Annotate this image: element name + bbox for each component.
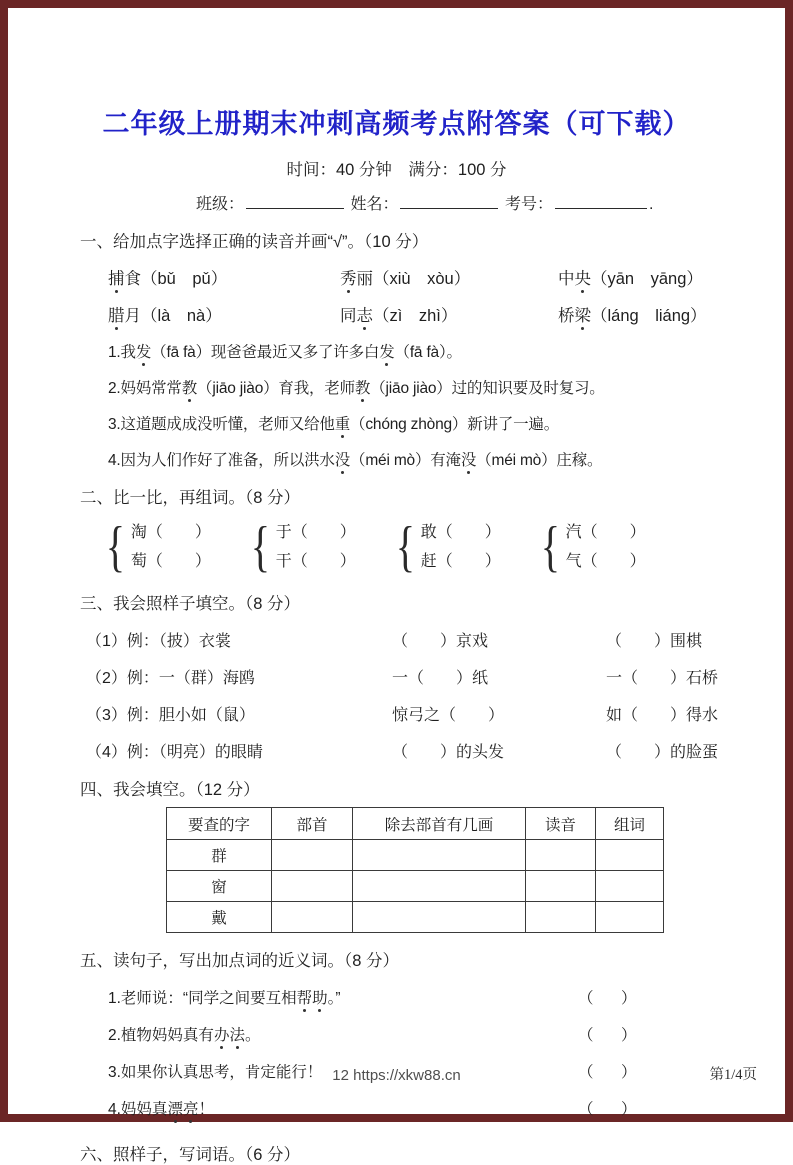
- synonym-sentence: 3.如果你认真思考，肯定能行！: [108, 1064, 323, 1081]
- empty-answer-cell: [526, 840, 596, 871]
- section-six-heading: 六、照样子，写词语。（6 分）: [80, 1146, 301, 1164]
- synonym-sentence: 1.老师说：“同学之间要互相帮助。”: [108, 990, 341, 1007]
- compare-word-bottom: 萄（ ）: [130, 553, 211, 570]
- fill-cell: （ ）的脸蛋: [606, 744, 719, 761]
- example-fill-row: [86, 628, 785, 651]
- word-item: 中央（yān yāng）: [558, 265, 703, 289]
- fill-cell: 惊弓之（ ）: [392, 707, 505, 724]
- class-blank-line: [246, 193, 344, 209]
- fill-cell: （ ）京戏: [392, 633, 489, 650]
- brace-group: [102, 518, 211, 576]
- name-label: 姓名：: [350, 196, 399, 213]
- compare-word-top: 敢（ ）: [420, 524, 501, 541]
- answer-paren: （ ）: [578, 1101, 643, 1118]
- table-row: [167, 840, 664, 871]
- char-cell: 群: [167, 840, 272, 871]
- section-one-heading: 一、给加点字选择正确的读音并画“√”。（10 分）: [80, 233, 429, 251]
- example-fill-row: [86, 665, 785, 688]
- empty-answer-cell: [272, 840, 353, 871]
- class-label: 班级：: [196, 196, 245, 213]
- brace-icon: {: [250, 516, 271, 578]
- compare-word-top: 于（ ）: [275, 524, 356, 541]
- table-header-row: [167, 808, 664, 840]
- synonym-sentence: 2.植物妈妈真有办法。: [108, 1027, 260, 1044]
- answer-paren: （ ）: [578, 1064, 643, 1081]
- word-item: 同志（zì zhì）: [340, 302, 558, 326]
- example-cell: （2）例：一（群）海鸥: [86, 670, 255, 687]
- empty-answer-cell: [596, 840, 664, 871]
- empty-answer-cell: [272, 902, 353, 933]
- line-suffix: .: [648, 196, 654, 213]
- fill-cell: 一（ ）纸: [392, 670, 489, 687]
- section-four-heading: 四、我会填空。（12 分）: [80, 781, 260, 799]
- synonym-item: [108, 1097, 728, 1119]
- table-header-cell: 组词: [596, 808, 664, 840]
- word-item: 腊月（là nà）: [108, 302, 340, 326]
- page-number: 第1/4页: [709, 1067, 757, 1083]
- name-blank-line: [400, 193, 498, 209]
- compare-word-bottom: 干（ ）: [275, 553, 356, 570]
- table-header-cell: 部首: [272, 808, 353, 840]
- example-cell: （4）例：（明亮）的眼睛: [86, 744, 263, 761]
- compare-words-row: [102, 518, 785, 576]
- empty-answer-cell: [526, 902, 596, 933]
- brace-group: [537, 518, 646, 576]
- empty-answer-cell: [353, 840, 526, 871]
- fill-cell: 如（ ）得水: [606, 707, 719, 724]
- fill-cell: （ ）围棋: [606, 633, 703, 650]
- empty-answer-cell: [526, 871, 596, 902]
- example-cell: （3）例：胆小如（鼠）: [86, 707, 255, 724]
- footer-site-text: 12 https://xkw88.cn: [332, 1067, 461, 1084]
- example-fill-row: [86, 702, 785, 725]
- brace-group: [392, 518, 501, 576]
- compare-word-top: 淘（ ）: [130, 524, 211, 541]
- fill-cell: 一（ ）石桥: [606, 670, 719, 687]
- example-fill-row: [86, 739, 785, 762]
- pinyin-word-row: [108, 302, 785, 326]
- dictionary-fill-table: [166, 807, 664, 933]
- char-cell: 戴: [167, 902, 272, 933]
- table-row: [167, 871, 664, 902]
- empty-answer-cell: [596, 871, 664, 902]
- example-cell: （1）例：（披）衣裳: [86, 633, 231, 650]
- brace-icon: {: [540, 516, 560, 578]
- answer-paren: （ ）: [578, 1027, 643, 1044]
- sentence-line: 3.这道题成成没听懂，老师又给他重（chóng zhòng）新讲了一遍。: [108, 412, 785, 434]
- student-info-line: [196, 191, 785, 214]
- fill-cell: （ ）的头发: [392, 744, 505, 761]
- brace-group: [247, 518, 356, 576]
- page-title: 二年级上册期末冲刺高频考点附答案（可下载）: [102, 109, 691, 139]
- compare-word-top: 汽（ ）: [565, 524, 646, 541]
- empty-answer-cell: [272, 871, 353, 902]
- table-row: [167, 902, 664, 933]
- synonym-item: [108, 1023, 728, 1045]
- char-cell: 窗: [167, 871, 272, 902]
- pinyin-word-row: [108, 265, 785, 289]
- section-three-heading: 三、我会照样子填空。（8 分）: [80, 595, 301, 613]
- empty-answer-cell: [353, 902, 526, 933]
- exam-no-blank-line: [555, 193, 647, 209]
- section-five-heading: 五、读句子，写出加点词的近义词。（8 分）: [80, 952, 400, 970]
- table-header-cell: 除去部首有几画: [353, 808, 526, 840]
- word-item: 秀丽（xiù xòu）: [340, 265, 558, 289]
- synonym-sentence: 4.妈妈真漂亮！: [108, 1101, 214, 1118]
- brace-icon: {: [105, 516, 126, 578]
- sentence-line: 2.妈妈常常教（jiāo jiào）育我，老师教（jiāo jiào）过的知识要及时复习。: [108, 376, 785, 398]
- table-header-cell: 读音: [526, 808, 596, 840]
- word-item: 捕食（bǔ pǔ）: [108, 265, 340, 289]
- compare-word-bottom: 气（ ）: [565, 553, 646, 570]
- word-item: 桥梁（láng liáng）: [558, 302, 707, 326]
- answer-paren: （ ）: [578, 990, 643, 1007]
- sentence-line: 1.我发（fā fà）现爸爸最近又多了许多白发（fā fà）。: [108, 340, 785, 362]
- compare-word-bottom: 赶（ ）: [420, 553, 501, 570]
- section-two-heading: 二、比一比，再组词。（8 分）: [80, 489, 301, 507]
- exam-no-label: 考号：: [504, 196, 553, 213]
- empty-answer-cell: [596, 902, 664, 933]
- synonym-item: [108, 986, 728, 1008]
- empty-answer-cell: [353, 871, 526, 902]
- table-header-cell: 要查的字: [167, 808, 272, 840]
- time-score-line: 时间：40 分钟 满分：100 分: [286, 161, 507, 179]
- sentence-line: 4.因为人们作好了准备，所以洪水没（méi mò）有淹没（méi mò）庄稼。: [108, 448, 785, 470]
- brace-icon: {: [395, 516, 415, 578]
